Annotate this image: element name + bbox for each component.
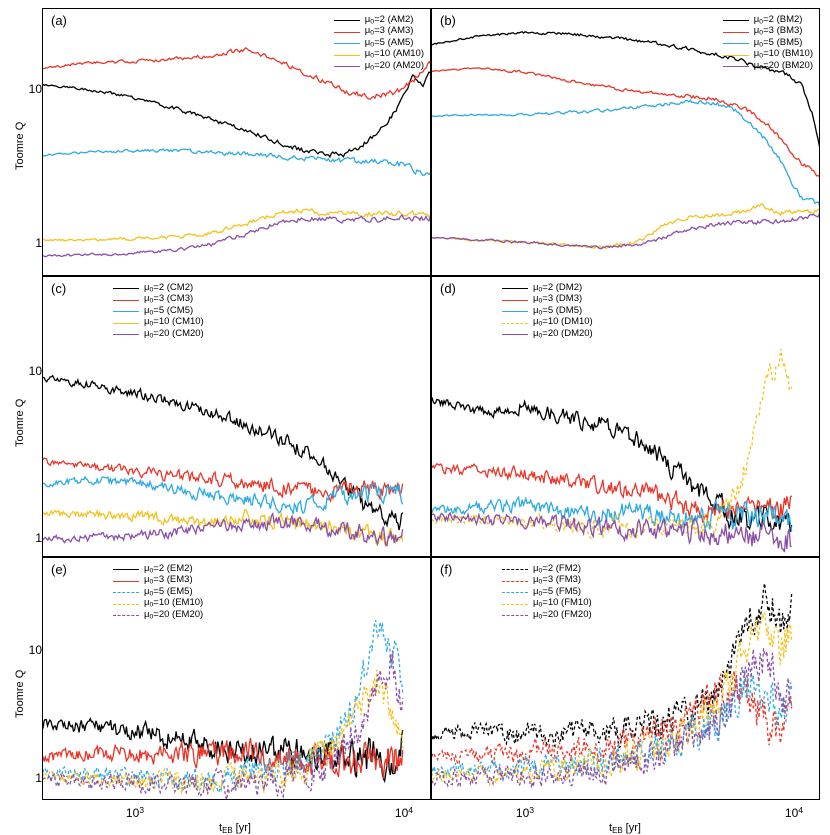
plot-d-canvas (432, 277, 820, 557)
ytick-c-10: 10 (28, 364, 42, 378)
legend-label: $\mu_0=3$ (EM3) (144, 574, 193, 586)
panel-d (431, 276, 820, 557)
legend-swatch (723, 20, 749, 21)
legend-swatch (502, 615, 528, 616)
legend-entry (502, 610, 592, 622)
legend-label: $\mu_0=5$ (AM5) (364, 36, 414, 49)
series-line (43, 149, 431, 176)
panel-b (431, 8, 820, 276)
legend-f (502, 564, 592, 622)
legend-swatch (334, 32, 360, 33)
xtick-left-1e3 (105, 805, 165, 820)
legend-swatch (113, 581, 139, 582)
panel-d-label: (d) (440, 281, 456, 296)
xtick-exponent: 3 (139, 805, 145, 815)
legend-swatch (334, 20, 360, 21)
legend-swatch (113, 615, 139, 616)
xtick-right-1e3 (495, 805, 555, 820)
legend-label: $\mu_0=2$ (FM2) (533, 562, 582, 575)
legend-label: $\mu_0=2$ (DM2) (533, 281, 583, 294)
legend-label: $\mu_0=20$ (EM20) (144, 608, 204, 621)
plot-c-canvas (43, 277, 431, 557)
xlabel-right (580, 822, 670, 835)
ytick-a-1: 1 (35, 236, 42, 250)
series-line (432, 100, 820, 205)
panel-c-label: (c) (51, 281, 67, 296)
legend-label: $\mu_0=10$ (BM10) (753, 48, 813, 60)
legend-swatch (502, 592, 528, 593)
legend-label: $\mu_0=5$ (FM5) (533, 585, 582, 598)
ylabel-row3: Toomre Q (14, 669, 26, 718)
xtick-mantissa: 10 (125, 805, 140, 820)
ytick-c-1: 1 (35, 531, 42, 545)
plot-e-canvas (43, 558, 431, 800)
panel-f-label: (f) (440, 562, 453, 577)
legend-label: $\mu_0=10$ (EM10) (144, 597, 204, 609)
ylabel-row2: Toomre Q (14, 398, 26, 447)
legend-label: $\mu_0=5$ (EM5) (144, 585, 193, 598)
legend-swatch (113, 311, 139, 312)
legend-entry (723, 61, 813, 73)
legend-label: $\mu_0=20$ (AM20) (364, 59, 424, 72)
xlabel-subscript: EB (222, 825, 233, 835)
series-line (432, 213, 820, 249)
legend-label: $\mu_0=5$ (BM5) (753, 36, 803, 49)
legend-swatch (502, 300, 528, 301)
legend-entry (113, 329, 204, 341)
legend-label: $\mu_0=2$ (CM2) (144, 281, 194, 294)
legend-swatch (113, 569, 139, 570)
legend-swatch (334, 43, 360, 44)
xtick-mantissa: 10 (784, 805, 799, 820)
legend-label: $\mu_0=3$ (CM3) (144, 293, 194, 305)
legend-label: $\mu_0=5$ (CM5) (144, 304, 194, 317)
legend-label: $\mu_0=10$ (DM10) (533, 316, 593, 328)
legend-label: $\mu_0=10$ (FM10) (533, 597, 592, 609)
legend-c (113, 283, 204, 341)
legend-swatch (502, 569, 528, 570)
legend-label: $\mu_0=20$ (CM20) (144, 327, 204, 340)
series-line (43, 738, 403, 778)
xlabel-left (190, 822, 280, 835)
xtick-right-1e4 (764, 805, 824, 820)
series-line (43, 67, 431, 157)
legend-label: $\mu_0=20$ (DM20) (533, 327, 593, 340)
legend-entry (113, 610, 203, 622)
legend-e (113, 564, 203, 622)
ytick-e-1: 1 (35, 771, 42, 785)
ytick-a-10: 10 (28, 82, 42, 96)
series-line (432, 583, 792, 747)
panel-f (431, 557, 820, 800)
legend-a (334, 15, 424, 73)
legend-swatch (502, 334, 528, 335)
legend-swatch (334, 55, 360, 56)
legend-label: $\mu_0=3$ (FM3) (533, 574, 582, 586)
panel-a (42, 8, 431, 276)
legend-label: $\mu_0=20$ (FM20) (533, 608, 592, 621)
ylabel-row1: Toomre Q (14, 121, 26, 170)
xtick-exponent: 4 (798, 805, 804, 815)
series-line (432, 68, 820, 177)
series-line (43, 620, 403, 792)
legend-label: $\mu_0=2$ (AM2) (364, 13, 414, 26)
panel-e (42, 557, 431, 800)
legend-swatch (723, 55, 749, 56)
legend-entry (334, 61, 424, 73)
xlabel-prefix: t (219, 822, 223, 834)
legend-swatch (113, 592, 139, 593)
panel-b-label: (b) (440, 13, 456, 28)
legend-swatch (723, 32, 749, 33)
legend-swatch (113, 323, 139, 324)
xtick-mantissa: 10 (394, 805, 409, 820)
legend-label: $\mu_0=20$ (BM20) (753, 59, 813, 72)
xlabel-suffix: [yr] (622, 822, 641, 834)
legend-swatch (723, 43, 749, 44)
legend-label: $\mu_0=3$ (DM3) (533, 293, 583, 305)
legend-d (502, 283, 593, 341)
legend-swatch (113, 334, 139, 335)
ytick-e-10: 10 (28, 643, 42, 657)
series-line (43, 215, 431, 257)
xlabel-subscript: EB (612, 825, 623, 835)
xtick-left-1e4 (374, 805, 434, 820)
legend-swatch (502, 311, 528, 312)
xlabel-prefix: t (609, 822, 613, 834)
panel-e-label: (e) (51, 562, 67, 577)
legend-swatch (113, 604, 139, 605)
panel-a-label: (a) (51, 13, 67, 28)
legend-label: $\mu_0=2$ (BM2) (753, 13, 803, 26)
panel-c (42, 276, 431, 557)
series-line (432, 397, 792, 531)
xtick-exponent: 4 (408, 805, 414, 815)
legend-entry (502, 329, 593, 341)
legend-label: $\mu_0=2$ (EM2) (144, 562, 193, 575)
legend-swatch (723, 66, 749, 67)
xtick-exponent: 3 (529, 805, 535, 815)
xtick-mantissa: 10 (515, 805, 530, 820)
legend-swatch (334, 66, 360, 67)
legend-b (723, 15, 813, 73)
series-line (43, 376, 403, 530)
legend-label: $\mu_0=3$ (BM3) (753, 25, 803, 37)
legend-swatch (502, 604, 528, 605)
legend-swatch (502, 323, 528, 324)
legend-swatch (502, 288, 528, 289)
series-line (43, 514, 403, 546)
legend-label: $\mu_0=3$ (AM3) (364, 25, 414, 37)
plot-f-canvas (432, 558, 820, 800)
legend-label: $\mu_0=10$ (CM10) (144, 316, 204, 328)
legend-swatch (502, 581, 528, 582)
legend-swatch (113, 300, 139, 301)
series-line (432, 204, 820, 248)
legend-swatch (113, 288, 139, 289)
legend-label: $\mu_0=10$ (AM10) (364, 48, 424, 60)
xlabel-suffix: [yr] (232, 822, 251, 834)
legend-label: $\mu_0=5$ (DM5) (533, 304, 583, 317)
